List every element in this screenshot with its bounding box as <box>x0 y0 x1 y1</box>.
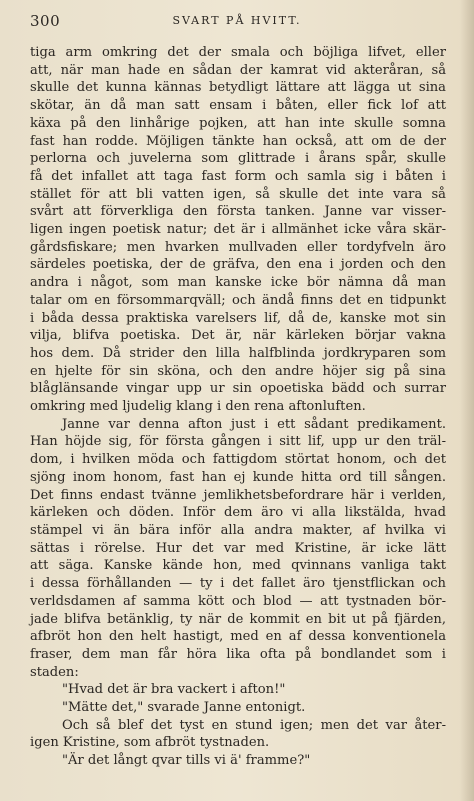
text-line: stämpel vi än bära inför alla andra makter, af hvilka vi <box>30 522 446 538</box>
text-line: vilja, blifva poetiska. Det är, när kärleken börjar vakna <box>30 328 446 344</box>
text-line: jade blifva betänklig, ty när de kommit en bit ut på fjärden, <box>30 611 446 627</box>
text-line: afbröt hon den helt hastigt, med en af dessa konventionela <box>30 629 446 645</box>
page-header <box>0 12 474 34</box>
text-line: skötar, än då man satt ensam i båten, eller fick lof att <box>30 98 446 114</box>
text-line: käxa på den linhårige pojken, att han inte skulle somna <box>30 115 446 131</box>
text-line: stället för att bli vatten igen, så skulle det inte vara så <box>30 186 446 202</box>
text-line: omkring med ljudelig klang i den rena aftonluften. <box>30 399 366 415</box>
text-line: staden: <box>30 664 79 680</box>
text-line: att, när man hade en sådan der kamrat vid akteråran, så <box>30 62 446 78</box>
text-line: "Mätte det," svarade Janne entonigt. <box>62 700 306 716</box>
text-line: att säga. Kanske kände hon, med qvinnans vanliga takt <box>30 558 446 574</box>
text-line: Han höjde sig, för första gången i sitt lif, upp ur den träl- <box>30 434 446 450</box>
body-text <box>30 44 446 770</box>
text-line: "Hvad det är bra vackert i afton!" <box>62 682 286 698</box>
text-line: i dessa förhållanden — ty i det fallet äro tjenstflickan och <box>30 576 446 592</box>
text-line: hos dem. Då strider den lilla halfblinda jordkryparen som <box>30 345 446 361</box>
text-line: Det finns endast tvänne jemlikhetsbefordrare här i verlden, <box>30 487 446 503</box>
text-line: fraser, dem man får höra lika ofta på bondlandet som i <box>30 646 446 662</box>
page-edge-shadow <box>460 0 474 801</box>
text-line: i båda dessa praktiska varelsers lif, då de, kanske mot sin <box>30 310 446 326</box>
text-line: dom, i hvilken möda och fattigdom störtat honom, och det <box>30 452 446 468</box>
text-line: perlorna och juvelerna som glittrade i årans spår, skulle <box>30 151 446 167</box>
running-head: SVART PÅ HVITT. <box>172 14 302 27</box>
text-line: skulle det kunna kännas betydligt lättare att lägga ut sina <box>30 80 446 96</box>
text-line: andra i något, som man kanske icke bör nämna då man <box>30 275 446 291</box>
text-line: särdeles poetiska, der de gräfva, den ena i jorden och den <box>30 257 446 273</box>
text-line: blåglänsande vingar upp ur sin opoetiska bädd och surrar <box>30 381 446 397</box>
text-line: talar om en försommarqväll; och ändå finns det en tidpunkt <box>30 292 446 308</box>
text-line: sjöng inom honom, fast han ej kunde hitta ord till sången. <box>30 469 446 485</box>
text-line: tiga arm omkring det der smala och böjliga lifvet, eller <box>30 45 446 60</box>
text-line: kärleken och döden. Inför dem äro vi alla likstälda, hvad <box>30 505 446 521</box>
text-line: verldsdamen af samma kött och blod — att tystnaden bör- <box>30 593 446 609</box>
text-line: fast han rodde. Möjligen tänkte han också, att om de der <box>30 133 446 149</box>
text-line: få det infallet att taga fast form och samla sig i båten i <box>30 168 446 184</box>
text-line: en hjelte för sin sköna, och den andre höjer sig på sina <box>30 363 446 379</box>
text-line: ligen ingen poetisk natur; det är i allmänhet icke våra skär- <box>30 222 446 238</box>
text-line: gårdsfiskare; men hvarken mullvaden eller tordyfveln äro <box>30 239 446 255</box>
text-line: Och så blef det tyst en stund igen; men det var åter- <box>62 717 446 733</box>
text-line: sättas i rörelse. Hur det var med Kristine, är icke lätt <box>30 540 446 556</box>
text-line: igen Kristine, som afbröt tystnaden. <box>30 735 270 751</box>
page-number: 300 <box>30 12 61 30</box>
text-line: Janne var denna afton just i ett sådant predikament. <box>62 416 446 432</box>
text-line: svårt att förverkliga den första tanken. Janne var visser- <box>30 204 446 220</box>
text-line: "Är det långt qvar tills vi ä' framme?" <box>62 753 311 769</box>
